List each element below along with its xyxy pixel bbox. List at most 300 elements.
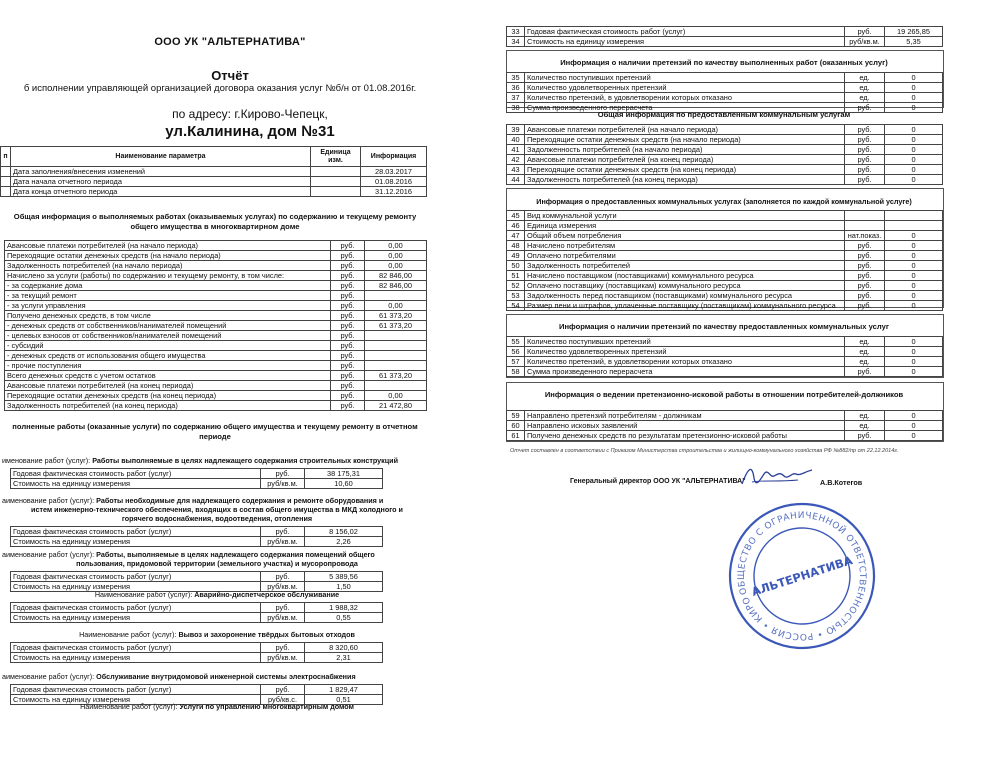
report-row [507,27,943,37]
row-name: Направлено претензий потребителям - должникам [525,411,845,421]
claims-work-title: Информация о наличии претензий по качеству выполненных работ (оказанных услуг) [560,58,888,67]
report-row [507,261,943,271]
work-block-title [2,496,432,523]
row-unit [845,221,885,231]
work-annual-label: Годовая фактическая стоимость работ (услуг) [11,572,261,582]
work-label: аименование работ (услуг): [2,496,95,505]
row-unit: ед. [845,411,885,421]
report-row [507,337,943,347]
row-unit: руб. [845,367,885,377]
street-line: ул.Калинина, дом №31 [165,123,335,140]
general-row [5,341,427,351]
work-label: аименование работ (услуг): [2,550,95,559]
row-number: 42 [507,155,525,165]
general-row-unit: руб. [331,311,365,321]
report-row [507,93,943,103]
row-number: 52 [507,281,525,291]
row-name: Количество удовлетворенных претензий [525,347,845,357]
work-label: Наименование работ (услуг): [79,630,177,639]
param-number [1,167,11,177]
top-rows-table [506,26,943,47]
stamp-center-text: АЛЬТЕРНАТИВА [749,553,855,599]
row-name: Размер пени и штрафов, уплаченные поставщику (поставщикам) коммунального ресурса [525,301,845,311]
row-unit: руб. [845,135,885,145]
work-per-unit-row [11,653,383,663]
work-name: Работы необходимые для надлежащего содержания и ремонте оборудования и [96,496,384,505]
param-value: 28.03.2017 [361,167,427,177]
row-name: Сумма произведенного перерасчета [525,103,845,113]
work-label: именование работ (услуг): [2,456,91,465]
work-per-unit-unit: руб/кв.м. [261,653,305,663]
work-name: Услуги по управлению многоквартирным домом [179,702,354,711]
report-row [507,231,943,241]
communal-general-title: Общая информация по предоставленным коммунальным услугам [597,110,851,119]
row-value: 0 [885,241,943,251]
row-value: 0 [885,431,943,441]
param-row [1,167,427,177]
row-number: 46 [507,221,525,231]
row-value: 0 [885,165,943,175]
row-value: 0 [885,357,943,367]
row-number: 47 [507,231,525,241]
report-row [507,301,943,311]
general-row [5,321,427,331]
general-row [5,381,427,391]
work-label: Наименование работ (услуг): [94,590,193,599]
param-unit [311,177,361,187]
company-stamp [726,500,878,652]
work-cost-table [10,642,383,663]
report-row [507,145,943,155]
row-number: 51 [507,271,525,281]
report-row [507,73,943,83]
row-number: 49 [507,251,525,261]
param-unit [311,187,361,197]
row-name: Авансовые платежи потребителей (на конец периода) [525,155,845,165]
general-row-name: - денежных средств от собственников/нанимателей помещений [5,321,331,331]
work-name: Аварийно-диспетчерское обслуживание [194,590,340,599]
general-row-value: 82 846,00 [365,281,427,291]
work-per-unit-label: Стоимость на единицу измерения [11,695,261,705]
general-row-value: 61 373,20 [365,321,427,331]
work-per-unit-label: Стоимость на единицу измерения [11,653,261,663]
work-annual-label: Годовая фактическая стоимость работ (услуг) [11,527,261,537]
work-annual-value: 8 156,02 [305,527,383,537]
row-unit: руб. [845,103,885,113]
param-value: 31.12.2016 [361,187,427,197]
general-row-unit: руб. [331,351,365,361]
row-value: 0 [885,271,943,281]
row-unit: руб. [845,125,885,135]
general-row-unit: руб. [331,261,365,271]
report-row [507,241,943,251]
general-row-unit: руб. [331,361,365,371]
row-value: 0 [885,301,943,311]
general-row-name: Задолженность потребителей (на конец периода) [5,401,331,411]
row-value: 19 265,85 [885,27,943,37]
row-number: 54 [507,301,525,311]
report-row [507,431,943,441]
work-per-unit-label: Стоимость на единицу измерения [11,479,261,489]
row-unit: руб. [845,431,885,441]
param-unit [311,167,361,177]
general-row-unit: руб. [331,271,365,281]
row-number: 40 [507,135,525,145]
param-value: 01.08.2016 [361,177,427,187]
work-per-unit-value: 0,51 [305,695,383,705]
general-row [5,291,427,301]
row-name: Задолженность потребителей [525,261,845,271]
general-row-name: Задолженность потребителей (на начало периода) [5,261,331,271]
row-name: Переходящие остатки денежных средств (на конец периода) [525,165,845,175]
row-name: Общий объем потребления [525,231,845,241]
general-row-name: Всего денежных средств с учетом остатков [5,371,331,381]
general-table [4,240,427,411]
params-table [0,146,427,197]
work-per-unit-unit: руб/кв.м. [261,582,305,592]
work-label: Наименование работ (услуг): [80,702,178,711]
row-name: Задолженность потребителей (на начало периода) [525,145,845,155]
row-number: 44 [507,175,525,185]
param-row [1,177,427,187]
work-block-title [2,590,432,599]
general-row-value: 61 373,20 [365,311,427,321]
param-number [1,187,11,197]
claims-communal-table [506,336,943,377]
row-value: 0 [885,411,943,421]
row-number: 59 [507,411,525,421]
row-number: 36 [507,83,525,93]
row-name: Количество поступивших претензий [525,73,845,83]
work-annual-label: Годовая фактическая стоимость работ (услуг) [11,469,261,479]
param-name: Дата заполнения/внесения изменений [11,167,311,177]
signer-name: А.В.Котегов [820,478,863,487]
general-row-unit: руб. [331,321,365,331]
report-row [507,37,943,47]
general-row-value: 0,00 [365,251,427,261]
row-name: Годовая фактическая стоимость работ (услуг) [525,27,845,37]
row-value: 0 [885,125,943,135]
row-name: Единица измерения [525,221,845,231]
row-unit: руб. [845,301,885,311]
row-unit: руб. [845,271,885,281]
row-unit: ед. [845,73,885,83]
work-block-title [2,550,432,568]
general-row [5,271,427,281]
general-row-unit: руб. [331,251,365,261]
row-unit [845,211,885,221]
general-row [5,241,427,251]
report-row [507,125,943,135]
row-name: Количество претензий, в удовлетворении которых отказано [525,93,845,103]
work-per-unit-unit: руб/кв.м. [261,479,305,489]
work-annual-label: Годовая фактическая стоимость работ (услуг) [11,603,261,613]
work-annual-row [11,469,383,479]
row-value: 0 [885,175,943,185]
work-per-unit-unit: руб/кв.м. [261,613,305,623]
row-number: 45 [507,211,525,221]
work-name: Обслуживание внутридомовой инженерной системы электроснабжения [96,672,356,681]
row-value: 0 [885,291,943,301]
general-row-unit: руб. [331,291,365,301]
work-per-unit-unit: руб/кв.м. [261,537,305,547]
row-number: 50 [507,261,525,271]
row-name: Задолженность потребителей (на конец периода) [525,175,845,185]
param-name: Дата конца отчетного периода [11,187,311,197]
general-row-name: Переходящие остатки денежных средств (на начало периода) [5,251,331,261]
legal-note: Отчет составлен в соответствии с Приказом Министерства строительства и жилищно-коммунального хозяйства РФ №882/пр от 22.12.2014г. [510,448,899,454]
work-annual-unit: руб. [261,643,305,653]
row-number: 33 [507,27,525,37]
row-value: 0 [885,261,943,271]
row-unit: ед. [845,347,885,357]
general-row-name: - целевых взносов от собственников/нанимателей помещений [5,331,331,341]
row-number: 39 [507,125,525,135]
row-unit: руб. [845,241,885,251]
general-row-name: Авансовые платежи потребителей (на начало периода) [5,241,331,251]
row-name: Количество претензий, в удовлетворении которых отказано [525,357,845,367]
col-number-header: п [1,147,11,167]
row-name: Вид коммунальной услуги [525,211,845,221]
work-annual-unit: руб. [261,527,305,537]
general-row-value [365,291,427,301]
row-number: 56 [507,347,525,357]
work-annual-value: 38 175,31 [305,469,383,479]
work-name: Работы выполняемые в целях надлежащего содержания строительных конструкций [92,456,399,465]
row-unit: руб/кв.м. [845,37,885,47]
row-unit: руб. [845,155,885,165]
row-number: 35 [507,73,525,83]
row-unit: руб. [845,175,885,185]
report-row [507,165,943,175]
row-value: 0 [885,73,943,83]
work-per-unit-row [11,613,383,623]
row-unit: руб. [845,165,885,175]
row-value: 0 [885,337,943,347]
stamp-ring-text: ОБЩЕСТВО С ОГРАНИЧЕННОЙ ОТВЕТСТВЕННОСТЬЮ • РОССИЯ • КИРОВСКАЯ [736,510,868,642]
work-annual-unit: руб. [261,685,305,695]
general-section-title: Общая информация о выполняемых работах (оказываемых услугах) по содержанию и текущему ремонту общего имущества в многоквартирном доме [13,212,417,231]
claims-communal-title: Информация о наличии претензий по качеству предоставленных коммунальных услуг [559,322,889,331]
general-row-value: 61 373,20 [365,371,427,381]
row-value: 0 [885,367,943,377]
claims-work-table [506,72,943,113]
general-row-value: 0,00 [365,241,427,251]
row-name: Сумма произведенного перерасчета [525,367,845,377]
general-row-name: Переходящие остатки денежных средств (на конец периода) [5,391,331,401]
row-value: 0 [885,155,943,165]
row-value: 5,35 [885,37,943,47]
row-name: Стоимость на единицу измерения [525,37,845,47]
row-name: Направлено исковых заявлений [525,421,845,431]
general-row-unit: руб. [331,401,365,411]
row-unit: руб. [845,251,885,261]
work-name-line2: истем инженерно-технического обеспечения, входящих в состав общего имущества в МКД холодного и [31,505,403,514]
work-per-unit-value: 2,31 [305,653,383,663]
communal-each-table [506,210,943,311]
works-section-title: полненные работы (оказанные услуги) по содержанию общего имущества и текущему ремонту в отчетном периоде [12,422,418,441]
general-row-unit: руб. [331,331,365,341]
param-number [1,177,11,187]
work-block-title [2,630,432,639]
row-number: 43 [507,165,525,175]
communal-each-title: Информация о предоставленных коммунальных услугах (заполняется по каждой коммунальной услуге) [536,197,912,206]
row-name: Авансовые платежи потребителей (на начало периода) [525,125,845,135]
report-row [507,347,943,357]
org-name: ООО УК "АЛЬТЕРНАТИВА" [154,36,306,48]
row-number: 34 [507,37,525,47]
work-per-unit-value: 10,60 [305,479,383,489]
general-row-name: - прочие поступления [5,361,331,371]
general-row-unit: руб. [331,371,365,381]
report-row [507,291,943,301]
work-per-unit-value: 1,50 [305,582,383,592]
work-annual-row [11,685,383,695]
general-row-name: - за содержание дома [5,281,331,291]
general-row-name: Начислено за услуги (работы) по содержанию и текущему ремонту, в том числе: [5,271,331,281]
general-row-unit: руб. [331,301,365,311]
report-row [507,175,943,185]
row-unit: ед. [845,93,885,103]
general-row-name: Получено денежных средств, в том числе [5,311,331,321]
row-value: 0 [885,231,943,241]
row-value: 0 [885,281,943,291]
row-name: Переходящие остатки денежных средств (на начало периода) [525,135,845,145]
general-row-name: - субсидий [5,341,331,351]
work-label: аименование работ (услуг): [2,672,95,681]
general-row-name: - за текущий ремонт [5,291,331,301]
row-number: 58 [507,367,525,377]
signer-title: Генеральный директор ООО УК "АЛЬТЕРНАТИВА" [570,478,746,485]
report-row [507,367,943,377]
work-per-unit-unit: руб/кв.с. [261,695,305,705]
work-name: Работы, выполняемые в целях надлежащего содержания помещений общего [96,550,375,559]
work-per-unit-row [11,479,383,489]
report-row [507,357,943,367]
row-value: 0 [885,103,943,113]
general-row-value: 0,00 [365,261,427,271]
report-subtitle: б исполнении управляющей организацией договора оказания услуг №б/н от 01.08.2016г. [23,83,417,94]
general-row [5,351,427,361]
report-row [507,421,943,431]
work-annual-value: 5 389,56 [305,572,383,582]
general-row-value: 21 472,80 [365,401,427,411]
report-row [507,135,943,145]
work-per-unit-label: Стоимость на единицу измерения [11,582,261,592]
work-per-unit-label: Стоимость на единицу измерения [11,537,261,547]
report-title: Отчёт [211,68,249,83]
work-per-unit-value: 2,26 [305,537,383,547]
report-row [507,281,943,291]
row-number: 57 [507,357,525,367]
report-row [507,271,943,281]
work-annual-unit: руб. [261,603,305,613]
report-page-right [498,0,994,768]
report-row [507,251,943,261]
col-info-header: Информация [361,147,427,167]
work-cost-table [10,571,383,592]
work-annual-row [11,603,383,613]
row-name: Начислено потребителям [525,241,845,251]
report-row [507,411,943,421]
work-annual-row [11,527,383,537]
work-block-title [2,456,432,465]
col-name-header: Наименование параметра [11,147,311,167]
row-unit: нат.показ. [845,231,885,241]
work-annual-label: Годовая фактическая стоимость работ (услуг) [11,685,261,695]
row-value: 0 [885,251,943,261]
report-row [507,155,943,165]
general-row-unit: руб. [331,391,365,401]
row-number: 37 [507,93,525,103]
param-row [1,187,427,197]
work-annual-value: 8 320,60 [305,643,383,653]
general-row-name: Авансовые платежи потребителей (на конец периода) [5,381,331,391]
general-row [5,331,427,341]
row-unit: ед. [845,421,885,431]
general-row [5,401,427,411]
row-name: Получено денежных средств по результатам претензионно-исковой работы [525,431,845,441]
report-row [507,221,943,231]
row-number: 61 [507,431,525,441]
general-row-value: 0,00 [365,301,427,311]
general-row [5,261,427,271]
general-row-value [365,331,427,341]
work-per-unit-value: 0,55 [305,613,383,623]
row-name: Оплачено поставщику (поставщикам) коммунального ресурса [525,281,845,291]
report-page-left [0,0,482,768]
general-row-value: 82 846,00 [365,271,427,281]
lawsuits-title: Информация о ведении претензионно-исковой работы в отношении потребителей-должников [544,390,904,399]
general-row-unit: руб. [331,381,365,391]
row-unit: руб. [845,281,885,291]
address-line: по адресу: г.Кирово-Чепецк, [172,107,328,121]
row-number: 60 [507,421,525,431]
general-row-value [365,361,427,371]
general-row-unit: руб. [331,241,365,251]
lawsuits-table [506,410,943,441]
general-row [5,361,427,371]
general-row-name: - денежных средств от использования общего имущества [5,351,331,361]
work-block-title [2,702,432,711]
row-number: 55 [507,337,525,347]
row-value [885,221,943,231]
row-name: Количество удовлетворенных претензий [525,83,845,93]
row-unit: руб. [845,27,885,37]
row-name: Задолженность перед поставщиком (поставщиками) коммунального ресурса [525,291,845,301]
row-value: 0 [885,93,943,103]
communal-general-table [506,124,943,185]
row-unit: ед. [845,83,885,93]
row-number: 53 [507,291,525,301]
work-annual-unit: руб. [261,469,305,479]
row-name: Количество поступивших претензий [525,337,845,347]
work-name: Вывоз и захоронение твёрдых бытовых отходов [178,630,355,639]
work-per-unit-row [11,537,383,547]
row-name: Начислено поставщиком (поставщиками) коммунального ресурса [525,271,845,281]
general-row-name: - за услуги управления [5,301,331,311]
work-name-line2: пользования, придомовой территории (земельного участка) и мусоропровода [76,559,358,568]
work-annual-unit: руб. [261,572,305,582]
general-row [5,281,427,291]
col-unit-header: Единица изм. [311,147,361,167]
general-row [5,371,427,381]
general-row [5,251,427,261]
general-row [5,301,427,311]
work-annual-label: Годовая фактическая стоимость работ (услуг) [11,643,261,653]
work-per-unit-label: Стоимость на единицу измерения [11,613,261,623]
row-unit: ед. [845,337,885,347]
